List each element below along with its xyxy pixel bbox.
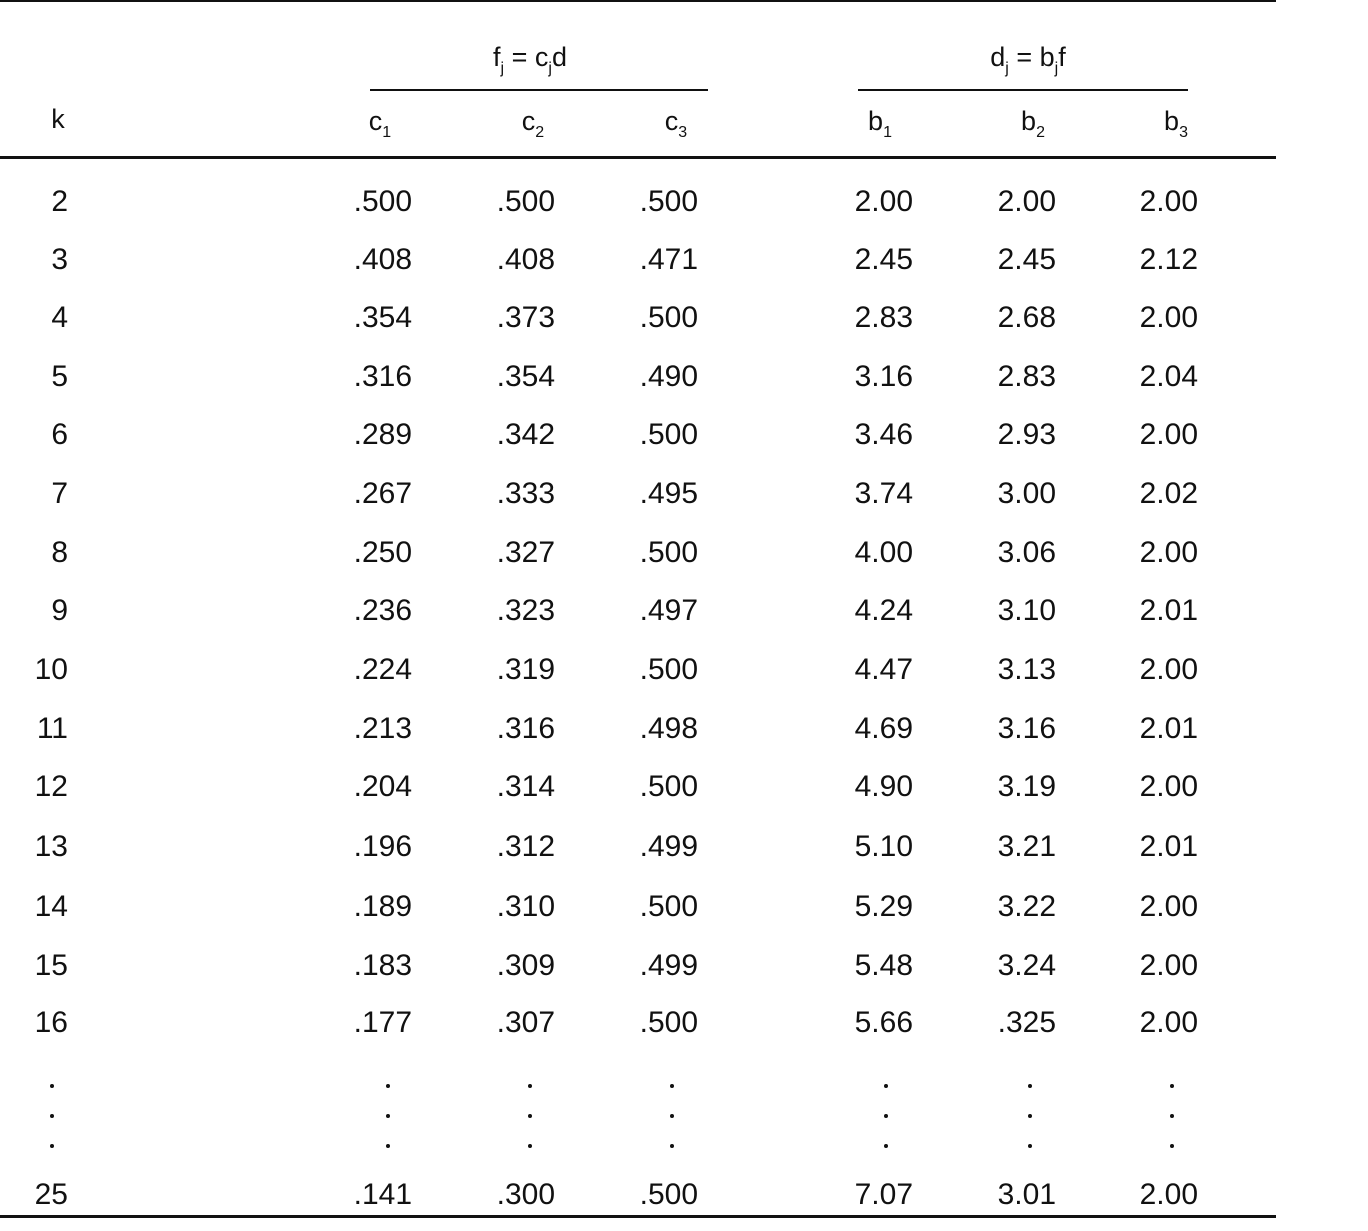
cell-b2: 3.10 xyxy=(997,594,1056,627)
ellipsis-dot xyxy=(528,1114,532,1118)
cell-c3: .490 xyxy=(639,360,698,393)
cell-k: 14 xyxy=(34,890,68,923)
cell-b1: 4.00 xyxy=(854,536,913,569)
cell-k: 16 xyxy=(34,1006,68,1039)
cell-c2: .408 xyxy=(496,243,555,276)
cell-c2: .354 xyxy=(496,360,555,393)
cell-b1: 4.47 xyxy=(854,653,913,686)
cell-c1: .177 xyxy=(353,1006,412,1039)
ellipsis-dot xyxy=(50,1084,54,1088)
cell-c3: .500 xyxy=(639,1006,698,1039)
cell-c3: .495 xyxy=(639,477,698,510)
column-header-b1: $b_1$ xyxy=(868,106,892,141)
cell-c1: .196 xyxy=(353,830,412,863)
group-header-fj: $f_j = c_jd$ xyxy=(493,42,567,77)
cell-c1: .224 xyxy=(353,653,412,686)
cell-c1: .141 xyxy=(353,1178,412,1211)
cell-c1: .267 xyxy=(353,477,412,510)
cell-c3: .500 xyxy=(639,536,698,569)
ellipsis-dot xyxy=(1028,1114,1032,1118)
cell-b3: 2.00 xyxy=(1139,301,1198,334)
ellipsis-dot xyxy=(50,1144,54,1148)
cell-c1: .183 xyxy=(353,949,412,982)
cell-b2: 3.19 xyxy=(997,770,1056,803)
ellipsis-dot xyxy=(50,1114,54,1118)
cell-b2: 2.00 xyxy=(997,185,1056,218)
cell-c1: .204 xyxy=(353,770,412,803)
cell-b2: 3.21 xyxy=(997,830,1056,863)
cell-c2: .316 xyxy=(496,712,555,745)
cell-c1: .236 xyxy=(353,594,412,627)
cell-c3: .500 xyxy=(639,653,698,686)
cell-b1: 4.69 xyxy=(854,712,913,745)
cell-b3: 2.00 xyxy=(1139,185,1198,218)
cell-c2: .500 xyxy=(496,185,555,218)
ellipsis-dot xyxy=(884,1114,888,1118)
ellipsis-dot xyxy=(528,1084,532,1088)
cell-c2: .342 xyxy=(496,418,555,451)
ellipsis-dot xyxy=(884,1144,888,1148)
cell-b1: 7.07 xyxy=(854,1178,913,1211)
cell-b3: 2.00 xyxy=(1139,1006,1198,1039)
cell-k: 12 xyxy=(34,770,68,803)
cell-k: 11 xyxy=(36,712,68,745)
header-bottom-rule xyxy=(0,156,1276,159)
cell-c1: .289 xyxy=(353,418,412,451)
cell-b1: 2.45 xyxy=(854,243,913,276)
cell-c3: .471 xyxy=(639,243,698,276)
cell-b2: 3.06 xyxy=(997,536,1056,569)
ellipsis-dot xyxy=(528,1144,532,1148)
cell-b3: 2.01 xyxy=(1139,594,1198,627)
cell-b2: 3.24 xyxy=(997,949,1056,982)
ellipsis-dot xyxy=(386,1114,390,1118)
cell-c1: .500 xyxy=(353,185,412,218)
cell-c1: .408 xyxy=(353,243,412,276)
cell-c1: .250 xyxy=(353,536,412,569)
cell-c3: .500 xyxy=(639,185,698,218)
ellipsis-dot xyxy=(670,1084,674,1088)
ellipsis-dot xyxy=(1028,1084,1032,1088)
ellipsis-dot xyxy=(884,1084,888,1088)
cell-k: 15 xyxy=(34,949,68,982)
column-header-c1: $c_1$ xyxy=(368,106,392,141)
cell-b3: 2.00 xyxy=(1139,890,1198,923)
ellipsis-dot xyxy=(1028,1144,1032,1148)
group-rule-left xyxy=(370,89,708,91)
cell-c2: .327 xyxy=(496,536,555,569)
cell-b2: 3.16 xyxy=(997,712,1056,745)
cell-b1: 4.90 xyxy=(854,770,913,803)
column-header-k: k xyxy=(51,104,65,134)
cell-b1: 3.74 xyxy=(854,477,913,510)
cell-c3: .497 xyxy=(639,594,698,627)
cell-b3: 2.02 xyxy=(1139,477,1198,510)
cell-b3: 2.00 xyxy=(1139,418,1198,451)
cell-b3: 2.04 xyxy=(1139,360,1198,393)
cell-b1: 3.16 xyxy=(854,360,913,393)
column-header-c2: $c_2$ xyxy=(521,106,545,141)
cell-c3: .500 xyxy=(639,1178,698,1211)
ellipsis-dot xyxy=(1170,1144,1174,1148)
cell-c2: .307 xyxy=(496,1006,555,1039)
cell-b2: 2.83 xyxy=(997,360,1056,393)
cell-b2: 3.22 xyxy=(997,890,1056,923)
table-bottom-rule xyxy=(0,1215,1276,1218)
cell-b1: 2.83 xyxy=(854,301,913,334)
cell-c2: .333 xyxy=(496,477,555,510)
cell-c2: .300 xyxy=(496,1178,555,1211)
cell-c3: .500 xyxy=(639,418,698,451)
column-header-b3: $b_3$ xyxy=(1164,106,1188,141)
cell-b3: 2.01 xyxy=(1139,712,1198,745)
cell-b3: 2.00 xyxy=(1139,949,1198,982)
cell-k: 5 xyxy=(51,360,68,393)
ellipsis-dot xyxy=(670,1144,674,1148)
cell-c2: .373 xyxy=(496,301,555,334)
cell-k: 2 xyxy=(51,185,68,218)
cell-b2: .325 xyxy=(997,1006,1056,1039)
cell-c1: .354 xyxy=(353,301,412,334)
ellipsis-dot xyxy=(1170,1084,1174,1088)
cell-c3: .500 xyxy=(639,770,698,803)
cell-c3: .500 xyxy=(639,301,698,334)
ellipsis-dot xyxy=(386,1144,390,1148)
column-header-b2: $b_2$ xyxy=(1021,106,1045,141)
cell-c2: .323 xyxy=(496,594,555,627)
cell-k: 4 xyxy=(51,301,68,334)
cell-c2: .319 xyxy=(496,653,555,686)
cell-k: 6 xyxy=(51,418,68,451)
cell-b1: 5.66 xyxy=(854,1006,913,1039)
cell-b1: 5.29 xyxy=(854,890,913,923)
cell-b3: 2.01 xyxy=(1139,830,1198,863)
cell-c2: .312 xyxy=(496,830,555,863)
cell-b2: 3.13 xyxy=(997,653,1056,686)
cell-c3: .498 xyxy=(639,712,698,745)
cell-b1: 5.10 xyxy=(854,830,913,863)
cell-k: 8 xyxy=(51,536,68,569)
cell-c2: .314 xyxy=(496,770,555,803)
cell-b2: 2.93 xyxy=(997,418,1056,451)
cell-c1: .189 xyxy=(353,890,412,923)
cell-b2: 2.68 xyxy=(997,301,1056,334)
group-header-dj: $d_j = b_jf$ xyxy=(990,42,1066,77)
cell-b3: 2.12 xyxy=(1139,243,1198,276)
cell-b1: 3.46 xyxy=(854,418,913,451)
cell-c3: .499 xyxy=(639,949,698,982)
cell-c3: .500 xyxy=(639,890,698,923)
ellipsis-dot xyxy=(1170,1114,1174,1118)
cell-b1: 2.00 xyxy=(854,185,913,218)
cell-b1: 4.24 xyxy=(854,594,913,627)
cell-c3: .499 xyxy=(639,830,698,863)
cell-k: 10 xyxy=(34,653,68,686)
cell-k: 9 xyxy=(51,594,68,627)
cell-k: 25 xyxy=(34,1178,68,1211)
cell-b3: 2.00 xyxy=(1139,653,1198,686)
ellipsis-dot xyxy=(670,1114,674,1118)
cell-b1: 5.48 xyxy=(854,949,913,982)
cell-b3: 2.00 xyxy=(1139,536,1198,569)
column-header-c3: $c_3$ xyxy=(664,106,688,141)
cell-b3: 2.00 xyxy=(1139,1178,1198,1211)
ellipsis-dot xyxy=(386,1084,390,1088)
cell-b3: 2.00 xyxy=(1139,770,1198,803)
cell-c2: .310 xyxy=(496,890,555,923)
cell-k: 7 xyxy=(51,477,68,510)
cell-k: 13 xyxy=(34,830,68,863)
cell-b2: 3.00 xyxy=(997,477,1056,510)
cell-c2: .309 xyxy=(496,949,555,982)
cell-b2: 3.01 xyxy=(997,1178,1056,1211)
table-top-rule xyxy=(0,0,1276,2)
cell-k: 3 xyxy=(51,243,68,276)
cell-c1: .213 xyxy=(353,712,412,745)
group-rule-right xyxy=(858,89,1188,91)
cell-b2: 2.45 xyxy=(997,243,1056,276)
cell-c1: .316 xyxy=(353,360,412,393)
